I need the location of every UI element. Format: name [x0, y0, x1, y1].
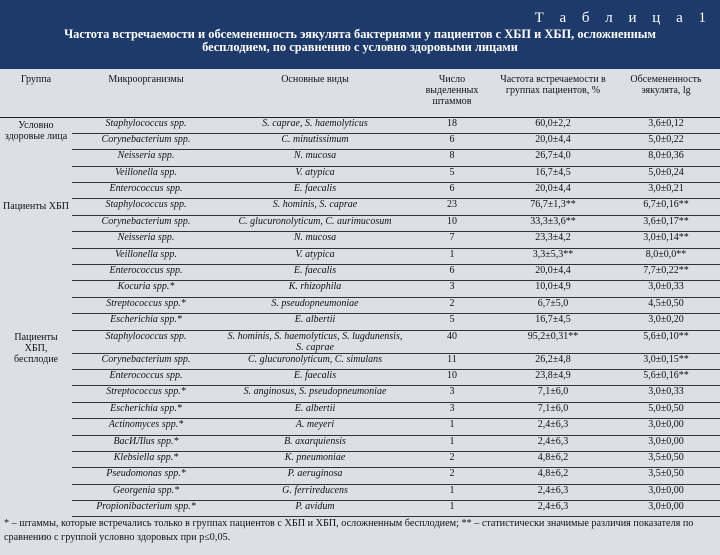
species-cell: K. rhizophila: [220, 281, 410, 297]
contamination-cell: 8,0±0,36: [612, 150, 720, 166]
contamination-cell: 3,6±0,12: [612, 117, 720, 133]
species-cell: G. ferrireducens: [220, 484, 410, 500]
organism-cell: Propionibacterium spp.*: [72, 501, 220, 517]
species-cell: N. mucosa: [220, 232, 410, 248]
contamination-cell: 5,0±0,50: [612, 402, 720, 418]
col-header-species: Основные виды: [220, 69, 410, 117]
table-title: Частота встречаемости и обсемененность эякулята бактериями у пациентов с ХБП и ХБП, осложненным бесплодием, по сравнению с условно здоровыми лицами: [64, 27, 656, 54]
table-row: [0, 248, 720, 264]
contamination-cell: 3,5±0,50: [612, 468, 720, 484]
table-row: [0, 297, 720, 313]
table-title-bar: [0, 0, 720, 69]
table-row: [0, 369, 720, 385]
organism-cell: Klebsiella spp.*: [72, 451, 220, 467]
frequency-cell: 20,0±4,4: [494, 265, 612, 281]
contamination-cell: 3,0±0,33: [612, 386, 720, 402]
species-cell: S. anginosus, S. pseudopneumoniae: [220, 386, 410, 402]
species-cell: S. pseudopneumoniae: [220, 297, 410, 313]
frequency-cell: 95,2±0,31**: [494, 330, 612, 353]
table-row: [0, 402, 720, 418]
group-label: Пациенты ХБП, бесплодие: [13, 332, 58, 366]
species-cell: S. hominis, S. caprae: [220, 199, 410, 215]
frequency-cell: 7,1±6,0: [494, 386, 612, 402]
frequency-cell: 26,7±4,0: [494, 150, 612, 166]
contamination-cell: 3,0±0,33: [612, 281, 720, 297]
strains-cell: 11: [410, 353, 494, 369]
species-cell: V. atypica: [220, 166, 410, 182]
species-cell: V. atypica: [220, 248, 410, 264]
strains-cell: 40: [410, 330, 494, 353]
species-cell: A. meyeri: [220, 419, 410, 435]
strains-cell: 3: [410, 402, 494, 418]
col-header-frequency: Частота встречаемости в группах пациентов, %: [494, 69, 612, 117]
species-cell: E. albertii: [220, 402, 410, 418]
frequency-cell: 60,0±2,2: [494, 117, 612, 133]
species-cell: E. faecalis: [220, 265, 410, 281]
frequency-cell: 2,4±6,3: [494, 501, 612, 517]
table-row: [0, 215, 720, 231]
table-row: [0, 150, 720, 166]
species-cell: B. axarquiensis: [220, 435, 410, 451]
strains-cell: 5: [410, 166, 494, 182]
frequency-cell: 6,7±5,0: [494, 297, 612, 313]
organism-cell: Escherichia spp.*: [72, 402, 220, 418]
frequency-cell: 4,8±6,2: [494, 451, 612, 467]
strains-cell: 1: [410, 484, 494, 500]
frequency-cell: 3,3±5,3**: [494, 248, 612, 264]
organism-cell: Staphylococcus spp.: [72, 117, 220, 133]
table-row: [0, 435, 720, 451]
table-row: [0, 330, 720, 353]
table-number: Т а б л и ц а 1: [534, 10, 712, 26]
table-row: [0, 353, 720, 369]
organism-cell: Veillonella spp.: [72, 248, 220, 264]
strains-cell: 2: [410, 468, 494, 484]
frequency-cell: 16,7±4,5: [494, 166, 612, 182]
organism-cell: Neisseria spp.: [72, 232, 220, 248]
table-row: [0, 484, 720, 500]
species-cell: E. albertii: [220, 314, 410, 330]
table-row: [0, 133, 720, 149]
frequency-cell: 10,0±4,9: [494, 281, 612, 297]
contamination-cell: 3,0±0,14**: [612, 232, 720, 248]
organism-cell: Enterococcus spp.: [72, 265, 220, 281]
contamination-cell: 5,0±0,24: [612, 166, 720, 182]
strains-cell: 1: [410, 248, 494, 264]
strains-cell: 8: [410, 150, 494, 166]
organism-cell: Streptococcus spp.*: [72, 386, 220, 402]
table-footnote: * – штаммы, которые встречались только в группах пациентов с ХБП и ХБП, осложненным бесплодием; ** – статистически значимые различия показателя по сравнению с группой условно здоровых при p≤0,05.: [4, 518, 694, 543]
frequency-cell: 4,8±6,2: [494, 468, 612, 484]
strains-cell: 3: [410, 281, 494, 297]
frequency-cell: 2,4±6,3: [494, 419, 612, 435]
table-row: [0, 281, 720, 297]
frequency-cell: 26,2±4,8: [494, 353, 612, 369]
frequency-cell: 7,1±6,0: [494, 402, 612, 418]
frequency-cell: 16,7±4,5: [494, 314, 612, 330]
contamination-cell: 6,7±0,16**: [612, 199, 720, 215]
table-row: [0, 386, 720, 402]
table-row: [0, 199, 720, 215]
organism-cell: Corynebacterium spp.: [72, 133, 220, 149]
species-cell: C. glucuronolyticum, C. aurimucosum: [220, 215, 410, 231]
frequency-cell: 20,0±4,4: [494, 183, 612, 199]
contamination-cell: 3,5±0,50: [612, 451, 720, 467]
table-row: [0, 451, 720, 467]
frequency-cell: 76,7±1,3**: [494, 199, 612, 215]
table-row: [0, 501, 720, 517]
bacteria-table: [0, 69, 720, 517]
frequency-cell: 23,8±4,9: [494, 369, 612, 385]
organism-cell: Escherichia spp.*: [72, 314, 220, 330]
species-cell: N. mucosa: [220, 150, 410, 166]
species-cell: K. pneumoniae: [220, 451, 410, 467]
strains-cell: 3: [410, 386, 494, 402]
species-cell: E. faecalis: [220, 369, 410, 385]
contamination-cell: 3,6±0,17**: [612, 215, 720, 231]
table-row: [0, 419, 720, 435]
strains-cell: 6: [410, 133, 494, 149]
contamination-cell: 8,0±0,0**: [612, 248, 720, 264]
organism-cell: Kocuria spp.*: [72, 281, 220, 297]
contamination-cell: 3,0±0,00: [612, 435, 720, 451]
species-cell: S. hominis, S. haemolyticus, S. lugdunensis, S. caprae: [220, 330, 410, 353]
contamination-cell: 3,0±0,00: [612, 484, 720, 500]
table-row: [0, 166, 720, 182]
table-row: [0, 232, 720, 248]
frequency-cell: 33,3±3,6**: [494, 215, 612, 231]
table-body: [0, 117, 720, 517]
contamination-cell: 5,6±0,16**: [612, 369, 720, 385]
contamination-cell: 3,0±0,15**: [612, 353, 720, 369]
table-row: [0, 468, 720, 484]
organism-cell: Enterococcus spp.: [72, 369, 220, 385]
organism-cell: ВасИЛlus spp.*: [72, 435, 220, 451]
strains-cell: 6: [410, 265, 494, 281]
frequency-cell: 20,0±4,4: [494, 133, 612, 149]
table-row: [0, 314, 720, 330]
strains-cell: 10: [410, 369, 494, 385]
contamination-cell: 5,0±0,22: [612, 133, 720, 149]
contamination-cell: 7,7±0,22**: [612, 265, 720, 281]
organism-cell: Neisseria spp.: [72, 150, 220, 166]
strains-cell: 1: [410, 435, 494, 451]
table-row: [0, 183, 720, 199]
organism-cell: Veillonella spp.: [72, 166, 220, 182]
group-label: Условно здоровые лица: [4, 119, 68, 142]
strains-cell: 1: [410, 419, 494, 435]
contamination-cell: 3,0±0,20: [612, 314, 720, 330]
table-row: [0, 117, 720, 133]
species-cell: C. glucuronolyticum, C. simulans: [220, 353, 410, 369]
organism-cell: Staphylococcus spp.: [72, 330, 220, 353]
strains-cell: 2: [410, 451, 494, 467]
strains-cell: 5: [410, 314, 494, 330]
species-cell: S. caprae, S. haemolyticus: [220, 117, 410, 133]
contamination-cell: 3,0±0,21: [612, 183, 720, 199]
table-header-row: [0, 69, 720, 117]
species-cell: P. aeruginosa: [220, 468, 410, 484]
table-row: [0, 265, 720, 281]
species-cell: C. minutissimum: [220, 133, 410, 149]
strains-cell: 18: [410, 117, 494, 133]
contamination-cell: 3,0±0,00: [612, 501, 720, 517]
strains-cell: 23: [410, 199, 494, 215]
col-header-strains: Число выделенных штаммов: [410, 69, 494, 117]
col-header-organism: Микроорганизмы: [72, 69, 220, 117]
organism-cell: Georgenia spp.*: [72, 484, 220, 500]
col-header-contamination: Обсемененность эякулята, lg: [612, 69, 720, 117]
frequency-cell: 2,4±6,3: [494, 435, 612, 451]
organism-cell: Streptococcus spp.*: [72, 297, 220, 313]
species-cell: E. faecalis: [220, 183, 410, 199]
contamination-cell: 5,6±0,10**: [612, 330, 720, 353]
organism-cell: Pseudomonas spp.*: [72, 468, 220, 484]
group-label: Пациенты ХБП: [3, 200, 69, 212]
frequency-cell: 23,3±4,2: [494, 232, 612, 248]
strains-cell: 7: [410, 232, 494, 248]
frequency-cell: 2,4±6,3: [494, 484, 612, 500]
contamination-cell: 4,5±0,50: [612, 297, 720, 313]
strains-cell: 10: [410, 215, 494, 231]
organism-cell: Staphylococcus spp.: [72, 199, 220, 215]
strains-cell: 1: [410, 501, 494, 517]
organism-cell: Actinomyces spp.*: [72, 419, 220, 435]
strains-cell: 2: [410, 297, 494, 313]
strains-cell: 6: [410, 183, 494, 199]
organism-cell: Enterococcus spp.: [72, 183, 220, 199]
species-cell: P. avidum: [220, 501, 410, 517]
col-header-group: Группа: [0, 69, 72, 117]
organism-cell: Corynebacterium spp.: [72, 353, 220, 369]
contamination-cell: 3,0±0,00: [612, 419, 720, 435]
organism-cell: Corynebacterium spp.: [72, 215, 220, 231]
